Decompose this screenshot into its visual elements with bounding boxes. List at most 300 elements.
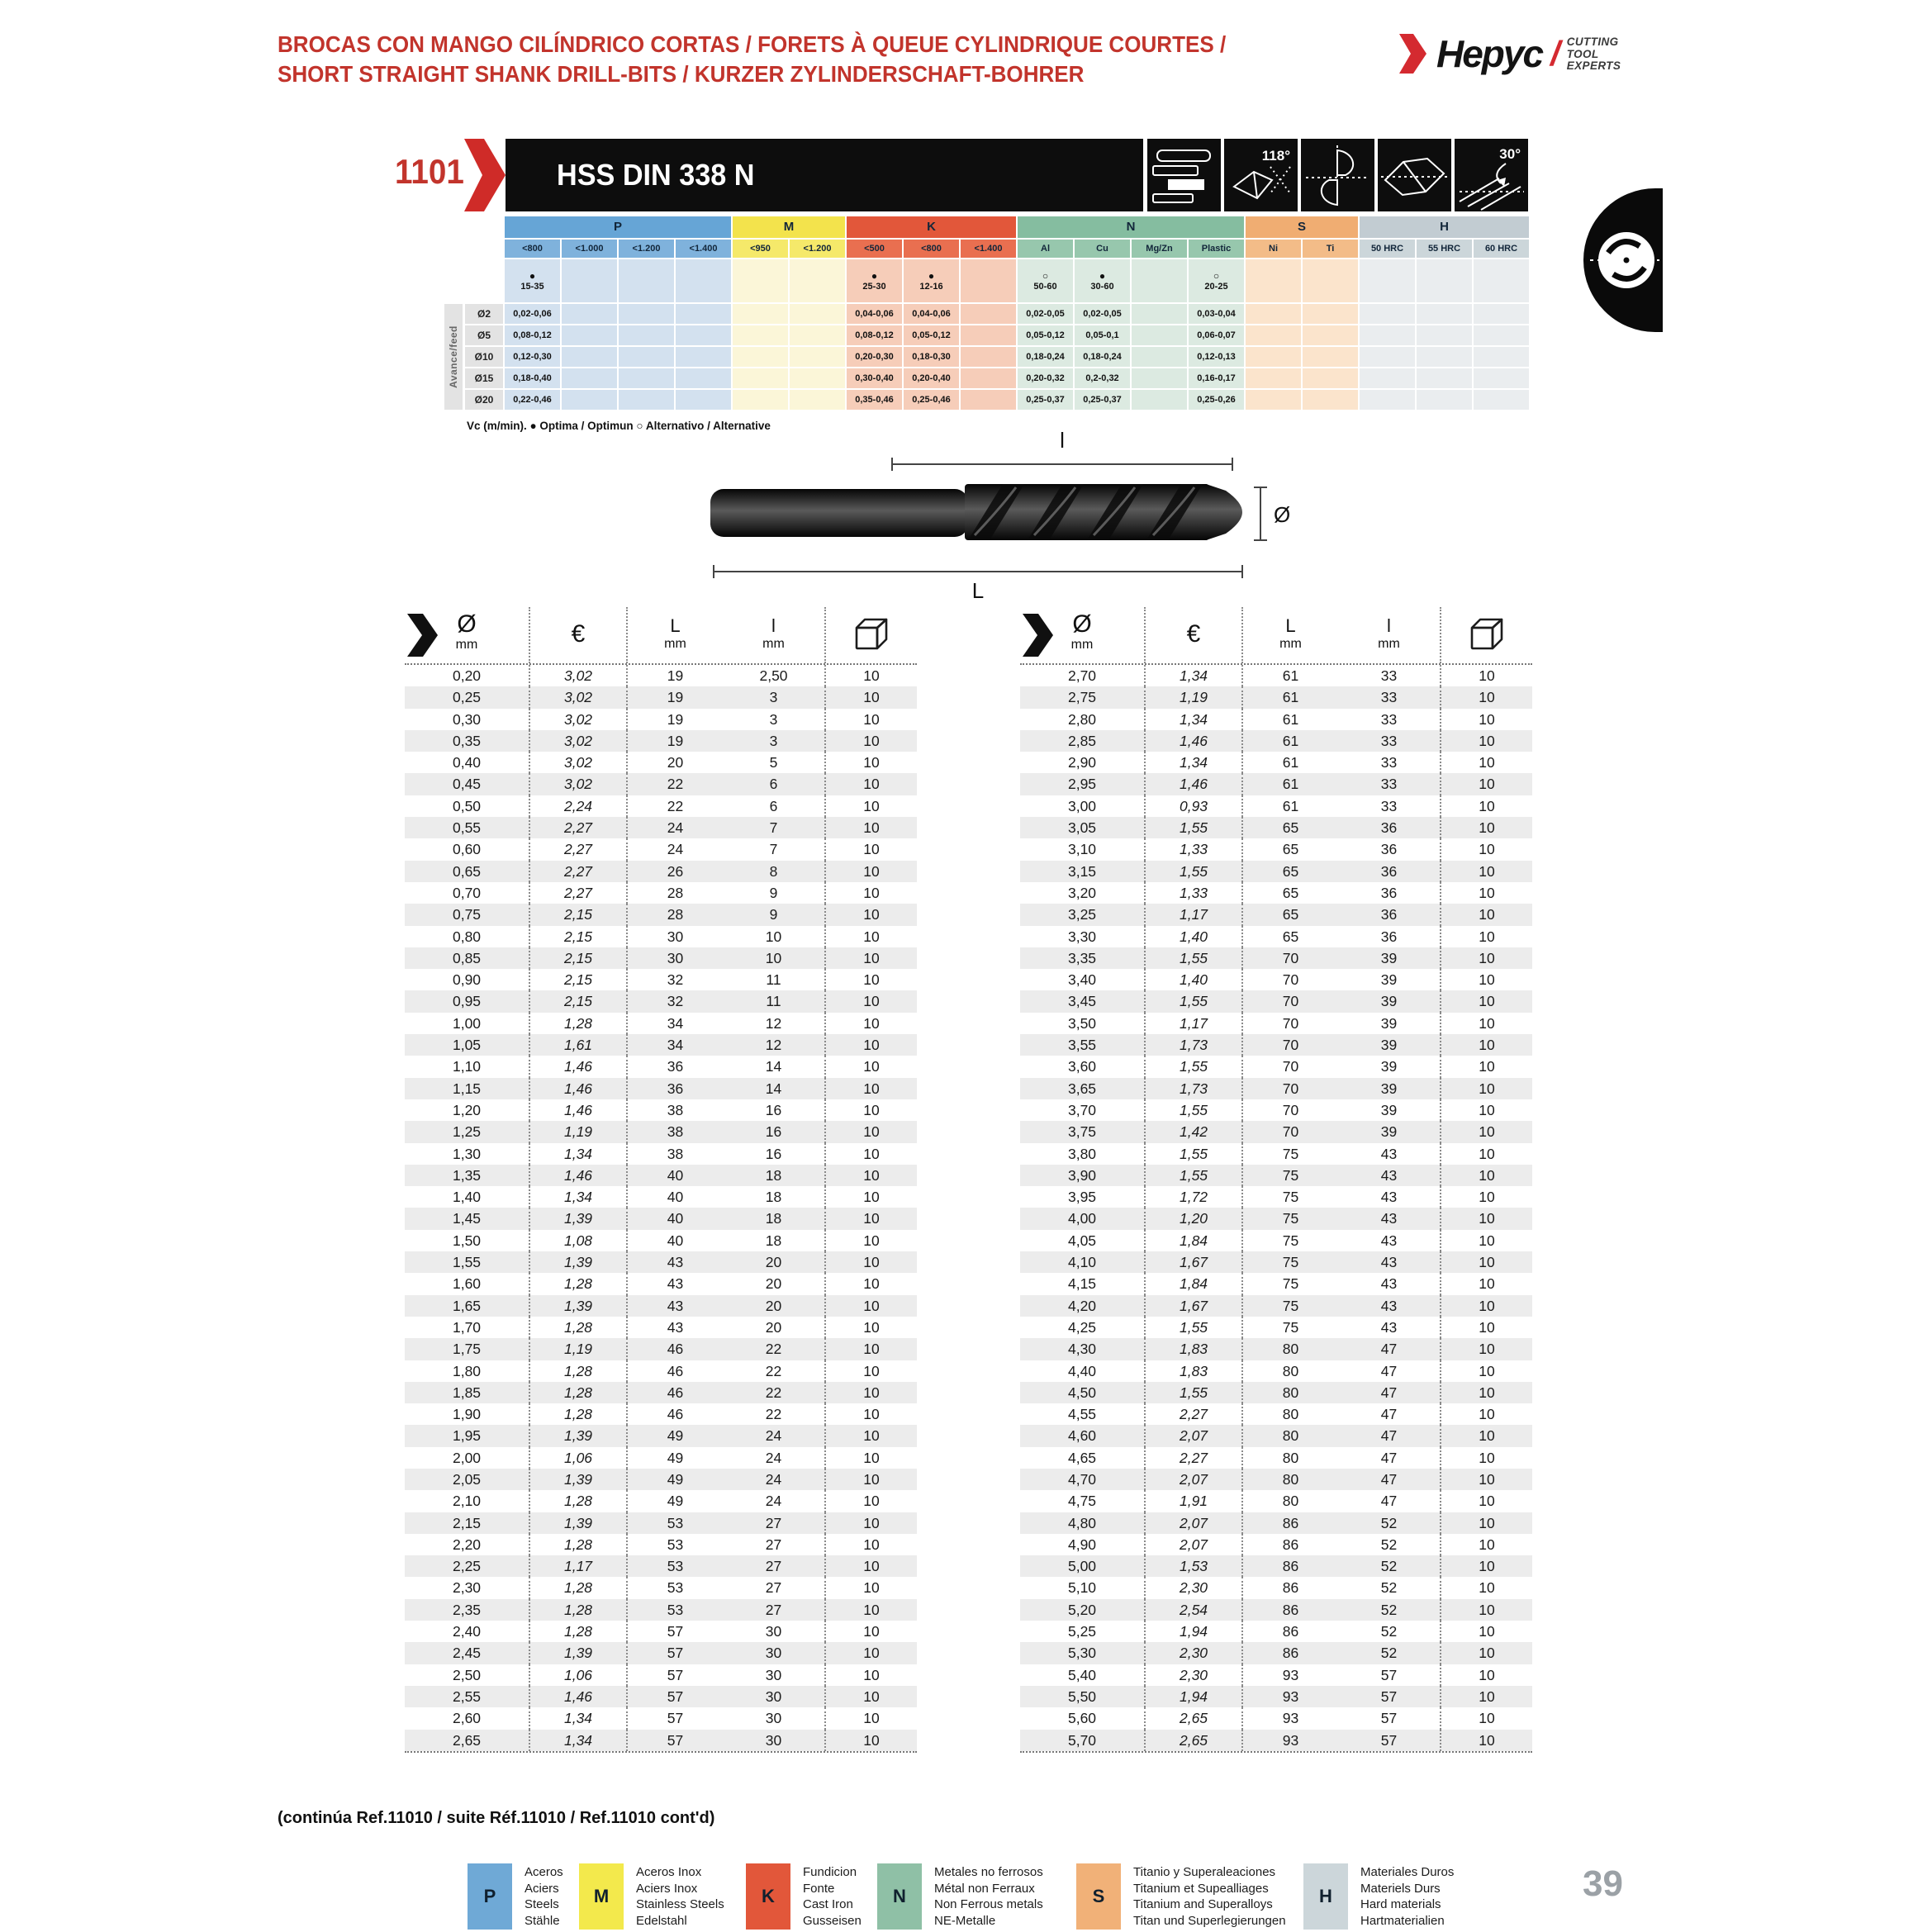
cell: 14 bbox=[723, 1056, 826, 1077]
cell: 70 bbox=[1282, 971, 1299, 989]
cell: 2,27 bbox=[530, 882, 628, 904]
table-row bbox=[1020, 1295, 1532, 1317]
brand-slash: / bbox=[1550, 34, 1560, 73]
cell: 1,34 bbox=[530, 1730, 628, 1751]
cell: 20 bbox=[723, 1317, 826, 1338]
legend-item-K bbox=[746, 1863, 862, 1930]
cell: 0,70 bbox=[405, 882, 530, 904]
cutting-speed-cell bbox=[733, 259, 788, 302]
cutting-speed-cell bbox=[1075, 259, 1130, 302]
cell: 3 bbox=[723, 709, 826, 730]
cell: 10 bbox=[1479, 1384, 1495, 1401]
legend-text-line: Aciers bbox=[525, 1881, 559, 1896]
table-row bbox=[405, 1512, 917, 1534]
cell: 2,55 bbox=[405, 1686, 530, 1707]
table-row bbox=[1020, 969, 1532, 990]
cell: 1,39 bbox=[530, 1469, 628, 1490]
feed-value-cell bbox=[1474, 390, 1529, 410]
cell: 47 bbox=[1338, 1447, 1441, 1469]
feed-value-cell: 0,08-0,12 bbox=[505, 325, 560, 345]
cell: 39 bbox=[1338, 947, 1441, 969]
cell: 61 bbox=[1282, 754, 1299, 771]
cell: 1,83 bbox=[1146, 1338, 1243, 1360]
cell: 1,35 bbox=[405, 1165, 530, 1186]
feed-value-cell bbox=[1132, 347, 1187, 367]
cell: 6 bbox=[723, 795, 826, 817]
cell: 86 bbox=[1282, 1536, 1299, 1553]
page-title-line2: SHORT STRAIGHT SHANK DRILL-BITS / KURZER ZYLINDERSCHAFT-BOHRER bbox=[278, 61, 1085, 87]
cell: 10 bbox=[863, 862, 880, 880]
cell: 28 bbox=[667, 884, 684, 901]
cell: 10 bbox=[863, 1058, 880, 1075]
feed-value-cell bbox=[1132, 390, 1187, 410]
cell: 46 bbox=[667, 1406, 684, 1423]
cell: 39 bbox=[1338, 969, 1441, 990]
cell: 3,00 bbox=[1020, 795, 1146, 817]
cell: 2,50 bbox=[723, 665, 826, 686]
table-row bbox=[405, 1534, 917, 1555]
cell: 10 bbox=[1479, 1645, 1495, 1662]
cell: 1,00 bbox=[405, 1013, 530, 1034]
section-chevron-icon bbox=[1022, 614, 1053, 657]
cell: 4,30 bbox=[1020, 1338, 1146, 1360]
cell: 1,39 bbox=[530, 1208, 628, 1229]
cell: 0,75 bbox=[405, 904, 530, 925]
cell: 10 bbox=[863, 1189, 880, 1206]
cell: 57 bbox=[667, 1731, 684, 1749]
cell: 1,55 bbox=[405, 1251, 530, 1273]
feed-value-cell bbox=[676, 347, 731, 367]
legend-text-line: Steels bbox=[525, 1897, 559, 1911]
cell: 10 bbox=[863, 732, 880, 749]
cell: 52 bbox=[1338, 1512, 1441, 1534]
cell: 1,84 bbox=[1146, 1273, 1243, 1294]
feed-value-cell: 0,30-0,40 bbox=[847, 368, 902, 388]
feed-value-cell bbox=[562, 368, 617, 388]
cell: 10 bbox=[863, 1101, 880, 1118]
material-letter-badge: M bbox=[579, 1863, 624, 1930]
table-row bbox=[1020, 838, 1532, 860]
cell: 1,39 bbox=[530, 1251, 628, 1273]
cell: 3,02 bbox=[530, 752, 628, 773]
cell: 65 bbox=[1282, 906, 1299, 923]
cell: 10 bbox=[863, 1666, 880, 1683]
table-row bbox=[1020, 1056, 1532, 1077]
cell: 12 bbox=[723, 1013, 826, 1034]
page-title bbox=[278, 30, 1226, 89]
table-row bbox=[405, 1555, 917, 1577]
cell: 0,30 bbox=[405, 709, 530, 730]
cell: 1,46 bbox=[530, 1099, 628, 1121]
legend-text-line: Titan und Superlegierungen bbox=[1133, 1913, 1286, 1928]
cell: 10 bbox=[863, 1427, 880, 1445]
table-row bbox=[405, 882, 917, 904]
legend-text-line: Hard materials bbox=[1360, 1897, 1441, 1911]
cell: 10 bbox=[1479, 1688, 1495, 1705]
speed-value: 15-35 bbox=[520, 281, 544, 292]
table-row bbox=[405, 1447, 917, 1469]
cell: 10 bbox=[1479, 1536, 1495, 1553]
cell: 40 bbox=[667, 1166, 684, 1184]
cell: 10 bbox=[863, 1362, 880, 1379]
continuation-note: (continúa Ref.11010 / suite Réf.11010 / Ref.11010 cont'd) bbox=[278, 1809, 715, 1827]
feed-value-cell: 0,16-0,17 bbox=[1189, 368, 1244, 388]
feed-value-cell: 0,02-0,06 bbox=[505, 304, 560, 324]
cell: 61 bbox=[1282, 776, 1299, 793]
cell: 2,40 bbox=[405, 1621, 530, 1642]
cell: 5,70 bbox=[1020, 1730, 1146, 1751]
feed-value-cell: 0,12-0,13 bbox=[1189, 347, 1244, 367]
cell: 2,15 bbox=[530, 990, 628, 1012]
cell: 30 bbox=[667, 949, 684, 966]
cell: 10 bbox=[1479, 1145, 1495, 1162]
cell: 10 bbox=[1479, 971, 1495, 989]
cell: 53 bbox=[667, 1558, 684, 1575]
feed-value-cell: 0,20-0,32 bbox=[1018, 368, 1073, 388]
cell: 1,73 bbox=[1146, 1034, 1243, 1056]
cell: 4,00 bbox=[1020, 1208, 1146, 1229]
cell: 10 bbox=[863, 1449, 880, 1466]
cell: 3,20 bbox=[1020, 882, 1146, 904]
cell: 33 bbox=[1338, 686, 1441, 708]
cell: 1,55 bbox=[1146, 990, 1243, 1012]
cell: 36 bbox=[1338, 882, 1441, 904]
cell: 43 bbox=[667, 1318, 684, 1336]
cell: 52 bbox=[1338, 1534, 1441, 1555]
cell: 10 bbox=[1479, 1123, 1495, 1141]
cell: 30 bbox=[723, 1664, 826, 1686]
cell: 10 bbox=[1479, 1189, 1495, 1206]
material-subcolumn: Plastic bbox=[1189, 240, 1244, 258]
cell: 4,70 bbox=[1020, 1469, 1146, 1490]
cell: 27 bbox=[723, 1577, 826, 1598]
cell: 20 bbox=[723, 1251, 826, 1273]
cell: 80 bbox=[1282, 1362, 1299, 1379]
table-row bbox=[1020, 1078, 1532, 1099]
column-header-total-length: L mm bbox=[664, 615, 686, 651]
cell: 6 bbox=[723, 773, 826, 795]
column-header-flute-length: l mm bbox=[723, 607, 826, 663]
cell: 3,02 bbox=[530, 773, 628, 795]
cell: 30 bbox=[723, 1686, 826, 1707]
cell: 1,06 bbox=[530, 1447, 628, 1469]
feed-value-cell bbox=[1360, 325, 1415, 345]
cell: 19 bbox=[667, 667, 684, 684]
table-row bbox=[405, 904, 917, 925]
cutting-speed-cell bbox=[676, 259, 731, 302]
table-row bbox=[405, 1034, 917, 1056]
cell: 40 bbox=[667, 1189, 684, 1206]
cell: 70 bbox=[1282, 1123, 1299, 1141]
cell: 61 bbox=[1282, 797, 1299, 814]
legend-text-line: Materiales Duros bbox=[1360, 1865, 1455, 1879]
cell: 1,42 bbox=[1146, 1121, 1243, 1142]
cell: 10 bbox=[863, 1275, 880, 1293]
legend-text-line: Cast Iron bbox=[803, 1897, 853, 1911]
cell: 2,60 bbox=[405, 1707, 530, 1729]
feed-value-cell bbox=[790, 304, 845, 324]
cell: 33 bbox=[1338, 665, 1441, 686]
feed-value-cell bbox=[790, 347, 845, 367]
cell: 22 bbox=[723, 1403, 826, 1425]
cell: 80 bbox=[1282, 1427, 1299, 1445]
table-row bbox=[405, 752, 917, 773]
legend-text-line: Fonte bbox=[803, 1881, 835, 1896]
table-row bbox=[1020, 1555, 1532, 1577]
cell: 1,55 bbox=[1146, 947, 1243, 969]
cell: 27 bbox=[723, 1599, 826, 1621]
cell: 10 bbox=[1479, 1470, 1495, 1488]
cell: 1,34 bbox=[1146, 709, 1243, 730]
cell: 1,67 bbox=[1146, 1251, 1243, 1273]
table-row bbox=[405, 1577, 917, 1598]
cell: 61 bbox=[1282, 710, 1299, 728]
feed-value-cell bbox=[1417, 347, 1472, 367]
cell: 57 bbox=[667, 1710, 684, 1727]
cell: 80 bbox=[1282, 1493, 1299, 1510]
cell: 10 bbox=[1479, 1514, 1495, 1531]
feed-axis-label bbox=[444, 304, 463, 410]
cell: 3,40 bbox=[1020, 969, 1146, 990]
cell: 2,65 bbox=[405, 1730, 530, 1751]
cell: 57 bbox=[1338, 1664, 1441, 1686]
section-chevron-icon bbox=[406, 614, 438, 657]
material-subcolumn: Cu bbox=[1075, 240, 1130, 258]
table-row bbox=[405, 1599, 917, 1621]
feed-value-cell bbox=[1417, 390, 1472, 410]
cell: 16 bbox=[723, 1121, 826, 1142]
cell: 1,72 bbox=[1146, 1186, 1243, 1208]
cell: 43 bbox=[1338, 1143, 1441, 1165]
table-row bbox=[1020, 1469, 1532, 1490]
feed-value-cell bbox=[1246, 347, 1301, 367]
cutting-speed-cell bbox=[1018, 259, 1073, 302]
cell: 2,30 bbox=[1146, 1642, 1243, 1664]
cell: 1,55 bbox=[1146, 1317, 1243, 1338]
material-group-M: M bbox=[733, 216, 845, 238]
cell: 1,20 bbox=[1146, 1208, 1243, 1229]
table-row bbox=[1020, 752, 1532, 773]
cell: 10 bbox=[863, 1014, 880, 1032]
table-row bbox=[1020, 1186, 1532, 1208]
cell: 10 bbox=[863, 1623, 880, 1640]
table-row bbox=[1020, 1447, 1532, 1469]
speed-symbol: ● bbox=[1099, 269, 1106, 282]
cell: 70 bbox=[1282, 1058, 1299, 1075]
cutting-speed-cell bbox=[961, 259, 1016, 302]
feed-value-cell: 0,02-0,05 bbox=[1018, 304, 1073, 324]
table-row bbox=[405, 773, 917, 795]
material-group-N: N bbox=[1018, 216, 1244, 238]
cell: 11 bbox=[723, 969, 826, 990]
cell: 2,95 bbox=[1020, 773, 1146, 795]
cell: 0,20 bbox=[405, 665, 530, 686]
feed-value-cell bbox=[961, 325, 1016, 345]
cell: 10 bbox=[863, 1406, 880, 1423]
cell: 70 bbox=[1282, 1014, 1299, 1032]
cell: 1,50 bbox=[405, 1230, 530, 1251]
column-header-pack-qty bbox=[1441, 607, 1532, 663]
cell: 36 bbox=[667, 1058, 684, 1075]
catalog-table-header bbox=[405, 607, 917, 665]
cell: 10 bbox=[1479, 1406, 1495, 1423]
feed-value-cell bbox=[562, 325, 617, 345]
cell: 49 bbox=[667, 1493, 684, 1510]
cell: 33 bbox=[1338, 752, 1441, 773]
table-row bbox=[1020, 926, 1532, 947]
cell: 2,00 bbox=[405, 1447, 530, 1469]
table-row bbox=[1020, 1230, 1532, 1251]
cell: 10 bbox=[863, 1536, 880, 1553]
feed-value-cell bbox=[1246, 325, 1301, 345]
catalog-table-header bbox=[1020, 607, 1532, 665]
catalog-table-right bbox=[1020, 607, 1532, 1753]
table-row bbox=[1020, 795, 1532, 817]
cell: 24 bbox=[667, 819, 684, 837]
cell: 8 bbox=[723, 861, 826, 882]
feed-value-cell bbox=[676, 325, 731, 345]
cell: 47 bbox=[1338, 1382, 1441, 1403]
legend-text bbox=[1360, 1863, 1454, 1930]
cell: 1,15 bbox=[405, 1078, 530, 1099]
table-row bbox=[405, 1403, 917, 1425]
cell: 1,28 bbox=[530, 1403, 628, 1425]
table-row bbox=[405, 1664, 917, 1686]
cell: 4,25 bbox=[1020, 1317, 1146, 1338]
cell: 3,25 bbox=[1020, 904, 1146, 925]
cell: 2,07 bbox=[1146, 1425, 1243, 1446]
table-row bbox=[405, 1686, 917, 1707]
feed-value-cell bbox=[619, 325, 674, 345]
cell: 38 bbox=[667, 1101, 684, 1118]
cell: 22 bbox=[723, 1382, 826, 1403]
cell: 2,15 bbox=[530, 926, 628, 947]
feed-value-cell bbox=[790, 325, 845, 345]
cutting-speed-footnote: Vc (m/min). ● Optima / Optimun ○ Alternativo / Alternative bbox=[467, 420, 771, 432]
cell: 43 bbox=[667, 1297, 684, 1314]
cutting-speed-cell bbox=[904, 259, 959, 302]
table-row bbox=[1020, 1165, 1532, 1186]
table-row bbox=[405, 990, 917, 1012]
cell: 1,34 bbox=[530, 1186, 628, 1208]
cell: 2,15 bbox=[530, 904, 628, 925]
cell: 1,75 bbox=[405, 1338, 530, 1360]
material-group-S: S bbox=[1246, 216, 1358, 238]
cell: 1,40 bbox=[1146, 969, 1243, 990]
table-row bbox=[1020, 817, 1532, 838]
speed-value: 50-60 bbox=[1033, 281, 1057, 292]
table-row bbox=[1020, 1317, 1532, 1338]
cell: 10 bbox=[863, 1384, 880, 1401]
feed-value-cell bbox=[961, 304, 1016, 324]
cell: 10 bbox=[863, 1645, 880, 1662]
table-row bbox=[405, 1143, 917, 1165]
cell: 5,00 bbox=[1020, 1555, 1146, 1577]
table-row bbox=[1020, 1403, 1532, 1425]
brand-tagline-line: CUTTING bbox=[1566, 36, 1619, 49]
cell: 28 bbox=[667, 906, 684, 923]
feed-value-cell bbox=[1303, 325, 1358, 345]
cell: 0,80 bbox=[405, 926, 530, 947]
cell: 10 bbox=[1479, 1166, 1495, 1184]
cell: 32 bbox=[667, 993, 684, 1010]
table-row bbox=[1020, 709, 1532, 730]
cell: 39 bbox=[1338, 1078, 1441, 1099]
cell: 1,46 bbox=[530, 1078, 628, 1099]
cell: 34 bbox=[667, 1037, 684, 1054]
cell: 1,06 bbox=[530, 1664, 628, 1686]
cell: 1,28 bbox=[530, 1490, 628, 1512]
legend-item-S bbox=[1076, 1863, 1286, 1930]
cutting-speed-cell bbox=[1189, 259, 1244, 302]
feed-value-cell: 0,08-0,12 bbox=[847, 325, 902, 345]
feed-row-label: Ø5 bbox=[465, 325, 503, 345]
legend-text-line: Hartmaterialien bbox=[1360, 1913, 1445, 1928]
table-row bbox=[1020, 1512, 1532, 1534]
cell: 10 bbox=[863, 1579, 880, 1597]
table-row bbox=[1020, 1099, 1532, 1121]
cross-section-icon bbox=[1301, 139, 1374, 211]
cell: 27 bbox=[723, 1534, 826, 1555]
legend-text-line: Stähle bbox=[525, 1913, 560, 1928]
diameter-label: Ø bbox=[1274, 502, 1291, 527]
table-row bbox=[1020, 1273, 1532, 1294]
cell: 3,05 bbox=[1020, 817, 1146, 838]
cell: 10 bbox=[1479, 906, 1495, 923]
table-row bbox=[405, 861, 917, 882]
cell: 1,55 bbox=[1146, 1382, 1243, 1403]
cell: 1,28 bbox=[530, 1317, 628, 1338]
material-letter-badge: N bbox=[877, 1863, 922, 1930]
feed-value-cell: 0,04-0,06 bbox=[904, 304, 959, 324]
legend-text-line: Stainless Steels bbox=[636, 1897, 724, 1911]
table-row bbox=[1020, 773, 1532, 795]
feed-value-cell: 0,18-0,24 bbox=[1075, 347, 1130, 367]
cell: 3,02 bbox=[530, 730, 628, 752]
cell: 2,10 bbox=[405, 1490, 530, 1512]
cell: 10 bbox=[863, 1210, 880, 1227]
feed-value-cell bbox=[961, 390, 1016, 410]
material-group-H: H bbox=[1360, 216, 1529, 238]
cell: 10 bbox=[1479, 1254, 1495, 1271]
cell: 1,33 bbox=[1146, 838, 1243, 860]
cell: 75 bbox=[1282, 1254, 1299, 1271]
brand-chevron-icon bbox=[1399, 32, 1434, 75]
cell: 10 bbox=[1479, 1058, 1495, 1075]
cell: 2,05 bbox=[405, 1469, 530, 1490]
cell: 3,02 bbox=[530, 686, 628, 708]
cell: 10 bbox=[863, 1558, 880, 1575]
table-row bbox=[405, 1707, 917, 1729]
cell: 93 bbox=[1282, 1666, 1299, 1683]
table-row bbox=[405, 1121, 917, 1142]
feed-value-cell bbox=[961, 368, 1016, 388]
drill-tip bbox=[1206, 484, 1242, 540]
cell: 12 bbox=[723, 1034, 826, 1056]
cell: 10 bbox=[1479, 841, 1495, 858]
cell: 39 bbox=[1338, 1034, 1441, 1056]
cell: 27 bbox=[723, 1512, 826, 1534]
brand-logo bbox=[1399, 31, 1621, 76]
cell: 0,35 bbox=[405, 730, 530, 752]
table-row bbox=[405, 1425, 917, 1446]
table-row bbox=[405, 1469, 917, 1490]
cell: 0,60 bbox=[405, 838, 530, 860]
cell: 1,55 bbox=[1146, 1099, 1243, 1121]
page-title-line1: BROCAS CON MANGO CILÍNDRICO CORTAS / FORETS À QUEUE CYLINDRIQUE COURTES / bbox=[278, 31, 1227, 57]
cell: 10 bbox=[1479, 710, 1495, 728]
cell: 2,15 bbox=[530, 969, 628, 990]
